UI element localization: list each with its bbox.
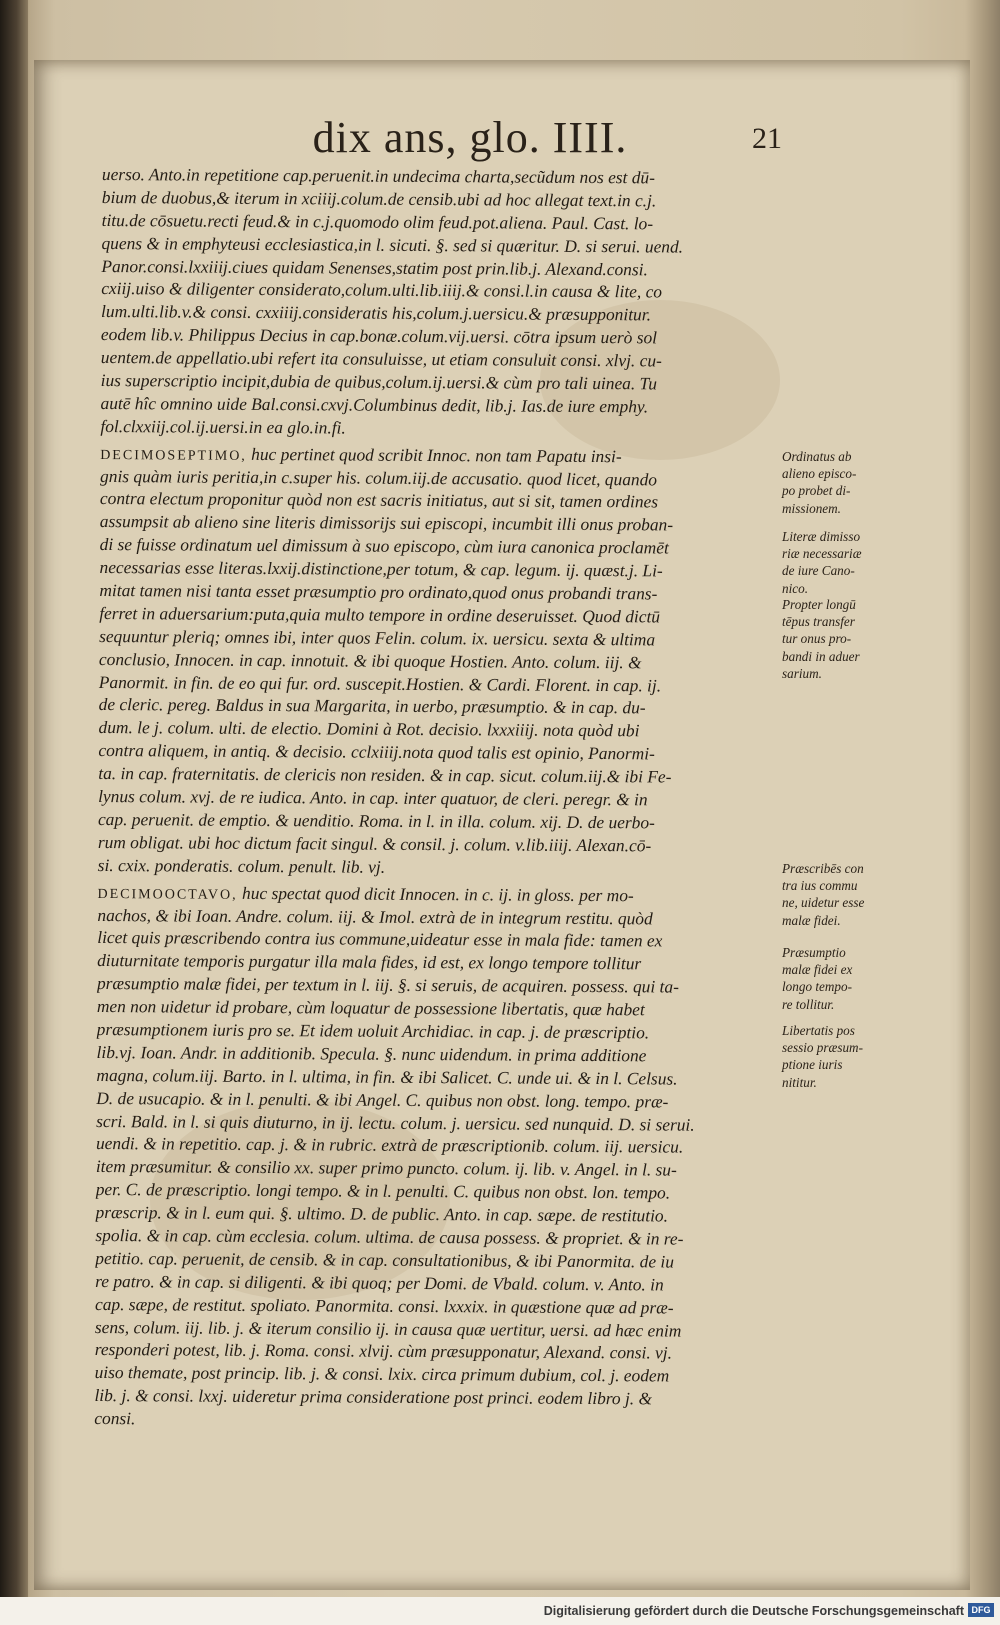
line-text: sens, colum. iij. lib. j. & iterum consilio ij. in causa quæ uertitur, uersi. ad hæc enim [94,1316,682,1341]
margin-note-line: malæ fidei ex [782,962,853,978]
line-text: re patro. & in cap. si diligenti. & ibi quoq; per Domi. de Vbald. colum. v. Anto. in [95,1270,664,1295]
line-text: uentem.de appellatio.ubi refert ita consuluisse, ut etiam consuluit consi. xlvj. cu- [100,347,662,371]
line-text: magna, colum.iij. Barto. in l. ultima, in fin. & ibi Salicet. C. unde ui. & in l. Celsus. [96,1064,678,1089]
margin-note-line: tra ius commu [782,878,858,894]
text-line [94,1407,768,1434]
line-text: huc spectat quod dicit Innocen. in c. ij. in gloss. per mo- [237,882,634,905]
line-text: Panormit. in fin. de eo qui fur. ord. suscepit.Hostien. & Cardi. Florent. in cap. ij. [98,671,662,696]
text-line [94,1384,768,1411]
line-text: lib. j. & consi. lxxj. uideretur prima consideratione post princi. eodem libro j. & [94,1385,653,1409]
margin-note-line: Præsumptio [782,945,846,960]
line-text: lib.vj. Ioan. Andr. in additionib. Specula. §. nunc uidendum. in prima additione [96,1041,647,1066]
line-text: petitio. cap. peruenit, de censib. & in cap. consultationibus, & ibi Panormita. de iu [95,1247,675,1272]
line-text: responderi potest, lib. j. Roma. consi. xlvij. cùm præsupponatur, Alexand. consi. vj. [94,1339,673,1363]
margin-note-line: alieno episco- [782,466,857,482]
line-text: men non uidetur id probare, cùm loquatur de possessione libertatis, quæ habet [96,996,645,1020]
line-text: ferret in aduersarium:puta,quia multo tempore in ordine deseruisset. Quod dictū [99,602,661,627]
margin-note-line: po probet di- [782,483,851,499]
line-text: per. C. de præscriptio. longi tempo. & in l. penulti. C. quibus non obst. lon. tempo. [95,1179,671,1203]
line-text: rum obligat. ubi hoc dictum facit singul. & consil. j. colum. v.lib.iiij. Alexan.cō- [97,831,652,856]
text-line [96,1087,770,1114]
line-text: cxiij.uiso & diligenter considerato,colum.ulti.lib.iiij.& consi.l.in causa & lite, co [101,278,663,302]
line-text: conclusio, Innocen. in cap. innotuit. & ibi quoque Hostien. Anto. colum. iij. & [98,648,642,673]
line-text: cap. sæpe, de restitut. spoliato. Panormita. consi. lxxxix. in quæstione quæ ad præ- [94,1293,674,1318]
line-text: ius superscriptio incipit,dubia de quibus,colum.ij.uersi.& cùm pro tali uinea. Tu [100,370,658,394]
line-text: eodem lib.v. Philippus Decius in cap.bonæ.colum.vij.uersi. cōtra ipsum uerò sol [100,324,658,348]
text-line [97,881,771,908]
line-text: ta. in cap. fraternitatis. de clericis non residen. & in cap. sicut. colum.iij.& ibi Fe- [98,763,672,787]
margin-note-line: ne, uidetur esse [782,895,865,911]
line-text: uerso. Anto.in repetitione cap.peruenit.in undecima charta,secũdum nos est dū- [101,163,656,188]
line-text: diuturnitate temporis purgatur illa mala fides, id est, ex longo tempore tollitur [97,950,642,974]
margin-note-line: sarium. [782,665,822,681]
line-text: Panor.consi.lxxiiij.ciues quidam Senenses,statim post prin.lib.j. Alexand.consi. [101,255,648,279]
text-line [98,854,772,881]
line-text: titu.de cōsuetu.recti feud.& in c.j.quomodo olim feud.pot.aliena. Paul. Cast. lo- [101,209,654,234]
line-text: cap. peruenit. de emptio. & uenditio. Roma. in l. in illa. colum. xij. D. de uerbo- [97,808,655,833]
margin-note [782,596,860,682]
binding-edge [0,0,28,1625]
line-text: contra electum proponitur quòd non est sacris initiatus, aut si sit, tamen ordines [99,488,659,512]
line-text: uendi. & in repetitio. cap. j. & in rubric. extrà de præscriptionib. colum. iij. uersicu. [95,1133,684,1157]
line-text: D. de usucapio. & in l. penulti. & ibi Angel. C. quibus non obst. long. tempo. præ- [96,1087,669,1112]
line-text: licet quis præscribendo contra ius commune,uideatur esse in mala fide: tamen ex [97,927,663,951]
line-text: gnis quàm iuris peritia,in c.super his. colum.iij.de accusatio. quod licet, quando [100,465,658,489]
line-text: præsumptio malæ fidei, per textum in l. iij. §. si seruis, de acquiren. possess. qui ta- [96,973,679,997]
margin-note-line: missionem. [782,500,841,516]
line-text: præsumptionem iuris pro se. Et idem uoluit Archidiac. in cap. j. de præscriptio. [96,1018,650,1043]
text-line [100,415,774,442]
margin-note-line: malæ fidei. [782,912,841,928]
text-line [95,1293,769,1320]
margin-note [782,860,864,929]
margin-note [782,1022,863,1091]
line-text: assumpsit ab alieno sine literis dimissorijs sui episcopi, incumbit illi onus proban- [99,511,674,535]
line-text: contra aliquem, in antiq. & decisio. cclxiiij.nota quod talis est opinio, Panormi- [98,740,655,764]
line-text: item præsumitur. & consilio xx. super primo puncto. colum. ij. lib. v. Angel. in l. su- [95,1156,677,1180]
line-text: dum. le j. colum. ulti. de electio. Domini à Rot. decisio. lxxxiiij. nota quòd ubi [98,717,640,741]
line-text: si. cxix. ponderatis. colum. penult. lib. vj. [97,854,386,877]
margin-note-line: Propter longū [782,597,856,612]
margin-note-line: longo tempo- [782,979,852,995]
paragraph-heading: DECIMOOCTAVO, [97,886,238,903]
margin-note-line: bandi in aduer [782,648,860,664]
running-head: dix ans, glo. IIII. [312,113,628,162]
footer-credit: Digitalisierung gefördert durch die Deutsche Forschungsgemeinschaft [543,1604,964,1618]
margin-note-line: Præscribēs con [782,861,864,876]
line-text: sequuntur pleriq; omnes ibi, inter quos Felin. colum. ix. uersicu. sexta & ultima [99,625,656,650]
paragraph-heading: DECIMOSEPTIMO, [100,447,247,464]
line-text: quens & in emphyteusi ecclesiastica,in l. sicuti. §. sed si quæritur. D. si serui. uend. [101,232,684,257]
line-text: scri. Bald. in l. si quis diuturno, in ij. lectu. colum. j. uersicu. sed nunquid. D. si serui. [96,1110,695,1135]
line-text: fol.clxxiij.col.ij.uersi.in ea glo.in.fi. [100,415,346,438]
line-text: huc pertinet quod scribit Innoc. non tam Papatu insi- [246,443,622,466]
digitization-footer [0,1597,1000,1625]
line-text: lum.ulti.lib.v.& consi. cxxiiij.consideratis his,colum.j.uersicu.& præsupponitur. [101,301,652,325]
page-number: 21 [752,122,782,155]
margin-note-line: de iure Cano- [782,563,855,579]
margin-note [782,944,852,1013]
margin-note-line: Ordinatus ab [782,449,852,464]
dfg-logo: DFG [968,1603,994,1617]
margin-note-line: Libertatis pos [782,1023,855,1038]
margin-note [782,528,862,597]
margin-note-line: ptione iuris [782,1057,843,1073]
line-text: consi. [94,1408,136,1429]
margin-note [782,448,856,517]
margin-note-line: nico. [782,580,809,596]
line-text: nachos, & ibi Ioan. Andre. colum. iij. & Imol. extrà de in integrum restitu. quòd [97,904,653,928]
line-text: bium de duobus,& iterum in xciiij.colum.de censib.ubi ad hoc allegat text.in c.j. [101,186,657,211]
margin-note-line: sessio præsum- [782,1040,863,1056]
line-text: di se fuisse ordinatum uel dimissum à suo episcopo, cùm iura canonica proclamēt [99,534,669,558]
line-text: necessarias esse literas.lxxij.distinctione,per totum, & cap. legum. ij. quæst.j. Li- [99,557,663,581]
line-text: lynus colum. xvj. de re iudica. Anto. in cap. inter quatuor, de cleri. peregr. & in [98,786,648,810]
margin-note-line: tēpus transfer [782,614,855,630]
main-text-column [94,163,776,1434]
line-text: mitat tamen nisi tanta esset præsumptio pro ordinato,quod onus probandi trans- [99,580,658,604]
margin-note-line: tur onus pro- [782,631,852,647]
line-text: de cleric. pereg. Baldus in sua Margarita, in uerbo, præsumptio. & in cap. du- [98,694,646,718]
line-text: spolia. & in cap. cùm ecclesia. colum. ultima. de causa possess. & propriet. & in re- [95,1224,684,1249]
line-text: uiso themate, post princip. lib. j. & consi. lxix. circa primum dubium, col. j. eodem [94,1362,670,1386]
margin-note-line: re tollitur. [782,996,835,1012]
line-text: præscrip. & in l. eum qui. §. ultimo. D. de public. Anto. in cap. sæpe. de restitutio. [95,1202,669,1226]
line-text: autē hîc omnino uide Bal.consi.cxvj.Columbinus dedit, lib.j. Ias.de iure emphy. [100,392,649,417]
margin-note-line: Literæ dimisso [782,529,861,544]
margin-note-line: nititur. [782,1074,817,1090]
margin-note-line: riæ necessariæ [782,546,862,562]
